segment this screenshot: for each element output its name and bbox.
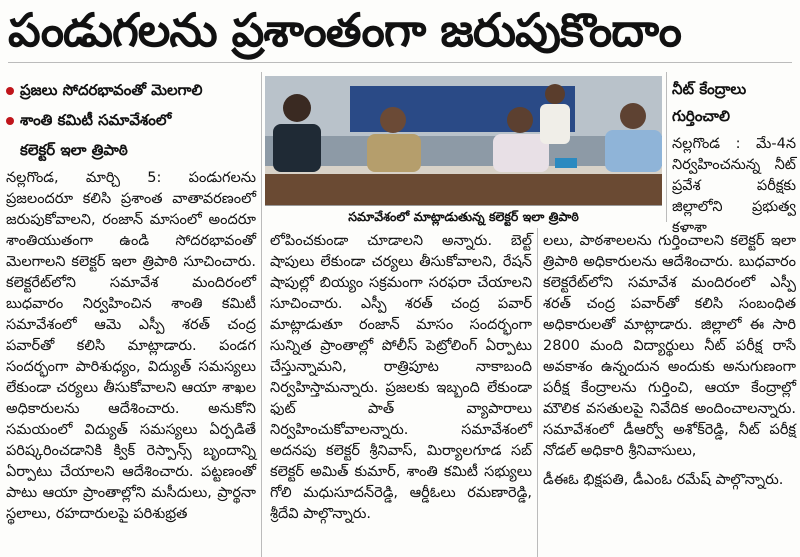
bullet-continuation: కలెక్టర్ ఇలా త్రిపాఠి xyxy=(20,141,128,159)
side-article-intro xyxy=(672,134,796,236)
headline-rule xyxy=(8,62,792,63)
article-column-3 xyxy=(543,231,796,557)
bullet-point xyxy=(6,110,171,130)
photo-caption: సమావేశంలో మాట్లాడుతున్న కలెక్టర్ ఇలా త్రిపాఠి xyxy=(265,205,662,228)
article-column-2 xyxy=(270,231,532,557)
bullet-dot-icon xyxy=(6,117,14,125)
article-text-tail: డీఈఓ భిక్షపతి, డీఎంఓ రమేష్ పాల్గొన్నారు. xyxy=(543,472,784,488)
headline: పండుగలను ప్రశాంతంగా జరుపుకొందాం xyxy=(8,3,681,57)
meeting-photo-image xyxy=(265,76,662,205)
column-divider xyxy=(666,72,667,222)
column-divider xyxy=(537,228,538,557)
meeting-photo xyxy=(265,76,662,205)
bullet-text: ప్రజలు సోదరభావంతో మెలగాలి xyxy=(20,81,203,99)
article-text: లలు, పాఠశాలలను గుర్తించాలని కలెక్టర్ ఇలా త్రిపాఠి అధికారులను ఆదేశించారు. బుధవారం కలెక్టరేట్‌లోని సమావేశ మందిరంలో ఎస్పీ శరత్ చంద్ర పవార్‌తో కలిసి సంబంధిత అధికారులతో మాట్లాడారు. జిల్లాలో ఈ సారి 2800 మంది విద్యార్థులు నీట్ పరీక్ష రాసే అవకాశం ఉన్నందున అందుకు అనుగుణంగా పరీక్ష కేంద్రాలను గుర్తించి, ఆయా కేంద్రాల్లో మౌలిక వసతులపై నివేదిక అందించాలన్నారు. సమావేశంలో డీఆర్వో అశోక్‌రెడ్డి, నీట్ పరీక్ష నోడల్ అధికారి శ్రీనివాసులు, xyxy=(543,233,796,459)
bullet-point xyxy=(6,80,203,100)
article-text: నల్లగొండ, మార్చి 5: పండుగలను ప్రజలందరూ కలిసి ప్రశాంత వాతావరణంలో జరుపుకోవాలని, రంజాన్ మాసంలో అందరూ శాంతియుతంగా ఉండి సోదరభావంతో మెలగాలని కలెక్టర్ ఇలా త్రిపాఠి సూచించారు. కలెక్టరేట్‌లోని సమావేశ మందిరంలో బుధవారం నిర్వహించిన శాంతి కమిటీ సమావేశంలో ఆమె ఎస్పీ శరత్ చంద్ర పవార్‌తో కలిసి మాట్లాడారు. పండగ సందర్భంగా పారిశుధ్యం, విద్యుత్ సమస్యలు లేకుండా చర్యలు తీసుకోవాలని ఆయా శాఖల అధికారులను ఆదేశించారు. అనుకోని సమయంలో విద్యుత్ సమస్యలు ఏర్పడితే పరిష్కరించడానికి క్విక్ రెస్పాన్స్ బృందాన్ని ఏర్పాటు చేయాలని ఆదేశించారు. పట్టణంతో పాటు ఆయా ప్రాంతాల్లోని మసీదులు, ప్రార్థనా స్థలాలు, రహదారులపై పరిశుభ్రత xyxy=(6,170,256,522)
column-divider xyxy=(261,72,262,557)
side-article-title: నీట్ కేంద్రాలు గుర్తించాలి xyxy=(672,80,747,125)
article-text: నల్లగొండ : మే-4న నిర్వహించనున్న నీట్ ప్రవేశ పరీక్షకు జిల్లాలోని ప్రభుత్వ కళాశా xyxy=(672,136,796,236)
bullet-text: శాంతి కమిటీ సమావేశంలో xyxy=(20,111,172,129)
article-text: లోపించకుండా చూడాలని అన్నారు. బెల్ట్ షాపులు లేకుండా చర్యలు తీసుకోవాలని, రేషన్ షాపుల్లో బియ్యం సక్రమంగా సరఫరా చేయాలని సూచించారు. ఎస్పీ శరత్ చంద్ర పవార్ మాట్లాడుతూ రంజాన్ మాసం సందర్భంగా సున్నిత ప్రాంతాల్లో పోలీస్ పెట్రోలింగ్ ఏర్పాటు చేస్తున్నామని, రాత్రిపూట నాకాబంది నిర్వహిస్తామన్నారు. ప్రజలకు ఇబ్బంది లేకుండా ఫుట్ పాత్ వ్యాపారాలు నిర్వహించుకోవాలన్నారు. సమావేశంలో అదనపు కలెక్టర్ శ్రీనివాస్, మిర్యాలగూడ సబ్ కలెక్టర్ అమిత్ కుమార్, శాంతి కమిటీ సభ్యులు గోలి మధుసూదన్‌రెడ్డి, ఆర్డీఓలు రమణారెడ్డి, శ్రీదేవి పాల్గొన్నారు. xyxy=(270,233,532,522)
bullet-dot-icon xyxy=(6,87,14,95)
article-column-1 xyxy=(6,168,256,557)
